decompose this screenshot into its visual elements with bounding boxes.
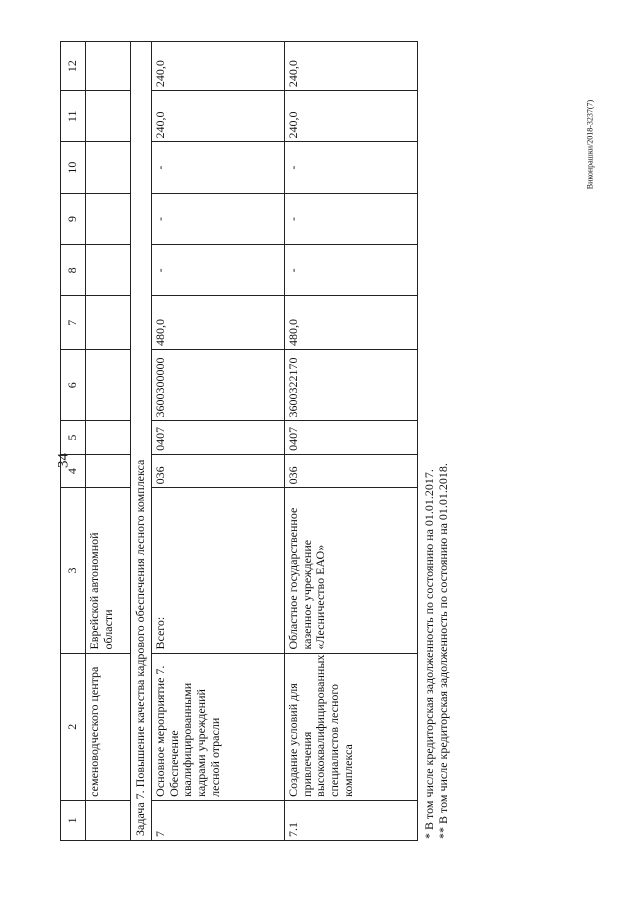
- cell-csr: 3600322170: [284, 350, 417, 421]
- cell-name: Основное мероприятие 7. Обеспечение квалифицированными кадрами учреждений лесной отрасли: [151, 653, 284, 800]
- footnote: * В том числе кредиторская задолженность по состоянию на 01.01.2017.: [421, 469, 436, 839]
- cell-year: -: [151, 142, 284, 193]
- cell-number: 7: [151, 800, 284, 840]
- cell-csr: 3600300000: [151, 350, 284, 421]
- cell-year: 240,0: [151, 42, 284, 91]
- page-number: 34: [55, 453, 72, 468]
- cell-year: 240,0: [151, 91, 284, 142]
- header-cell: 12: [61, 42, 86, 91]
- header-cell: 10: [61, 142, 86, 193]
- footnotes: [422, 31, 451, 841]
- cell-name: Создание условий для привлечения высококвалифицированных специалистов лесного комплекса: [284, 653, 417, 800]
- cell-rzpr: 0407: [151, 421, 284, 454]
- cell-year: 240,0: [284, 91, 417, 142]
- header-cell: 1: [61, 800, 86, 840]
- cell-grbs: 036: [284, 454, 417, 487]
- cell-grbs: 036: [151, 454, 284, 487]
- cell-total: 480,0: [151, 296, 284, 350]
- header-cell: 6: [61, 350, 86, 421]
- table-row: [151, 42, 284, 841]
- header-cell: 3: [61, 488, 86, 653]
- table-row: [86, 42, 131, 841]
- task-title: Задача 7. Повышение качества кадрового обеспечения лесного комплекса: [131, 42, 152, 841]
- task-row: [131, 42, 152, 841]
- header-cell: 5: [61, 421, 86, 454]
- header-cell: 9: [61, 193, 86, 244]
- cell-year: -: [284, 193, 417, 244]
- cell-name: семеноводческого центра: [86, 653, 131, 800]
- footnote: ** В том числе кредиторская задолженность по состоянию на 01.01.2018.: [436, 463, 451, 839]
- header-cell: 4: [61, 454, 86, 487]
- table-row: [284, 42, 417, 841]
- rotated-table-sheet: [60, 31, 620, 841]
- cell-year: 240,0: [284, 42, 417, 91]
- cell-executor: Еврейской автономной области: [86, 488, 131, 653]
- cell-executor: Всего:: [151, 488, 284, 653]
- cell-rzpr: 0407: [284, 421, 417, 454]
- budget-table: [60, 41, 418, 841]
- footer-code: Виконрашки/2018-3237(7): [585, 99, 595, 190]
- header-cell: 8: [61, 245, 86, 296]
- cell-total: 480,0: [284, 296, 417, 350]
- cell-year: -: [284, 245, 417, 296]
- header-cell: 7: [61, 296, 86, 350]
- cell-executor: Областное государственное казенное учреждение «Лесничество ЕАО»: [284, 488, 417, 653]
- cell-year: -: [284, 142, 417, 193]
- header-row: [61, 42, 86, 841]
- cell-year: -: [151, 193, 284, 244]
- header-cell: 2: [61, 653, 86, 800]
- cell-year: -: [151, 245, 284, 296]
- cell-number: 7.1: [284, 800, 417, 840]
- header-cell: 11: [61, 91, 86, 142]
- cell-number: [86, 800, 131, 840]
